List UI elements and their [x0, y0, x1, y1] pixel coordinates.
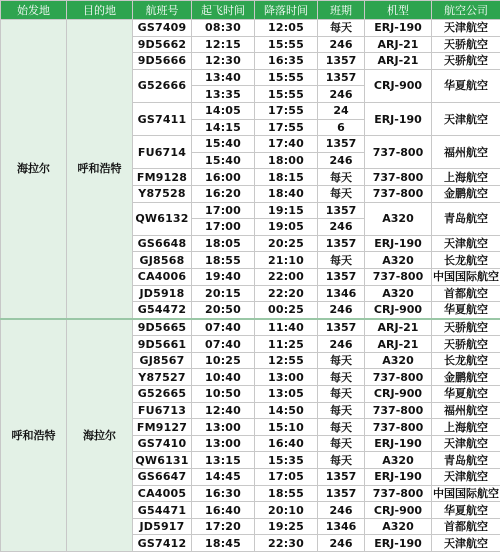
- flight-number-cell: Y87528: [133, 185, 192, 202]
- airline-cell: 上海航空: [432, 419, 500, 436]
- schedule-body: [1, 20, 500, 552]
- flight-number-cell: FM9128: [133, 169, 192, 186]
- header-airline: 航空公司: [432, 1, 500, 20]
- airline-cell: 天津航空: [432, 535, 500, 552]
- arrival-time-cell: 17:40: [255, 136, 318, 153]
- flight-number-cell: 9D5665: [133, 319, 192, 336]
- arrival-time-cell: 12:55: [255, 352, 318, 369]
- arrival-time-cell: 12:05: [255, 20, 318, 37]
- airline-cell: 上海航空: [432, 169, 500, 186]
- departure-time-cell: 10:40: [192, 369, 255, 386]
- flight-number-cell: GS7411: [133, 102, 192, 135]
- departure-time-cell: 16:00: [192, 169, 255, 186]
- frequency-cell: 246: [318, 86, 365, 103]
- frequency-cell: 每天: [318, 452, 365, 469]
- arrival-time-cell: 21:10: [255, 252, 318, 269]
- departure-time-cell: 07:40: [192, 336, 255, 353]
- frequency-cell: 1346: [318, 285, 365, 302]
- frequency-cell: 246: [318, 219, 365, 236]
- arrival-time-cell: 18:40: [255, 185, 318, 202]
- departure-time-cell: 13:00: [192, 435, 255, 452]
- departure-time-cell: 16:30: [192, 485, 255, 502]
- arrival-time-cell: 19:25: [255, 518, 318, 535]
- arrival-time-cell: 22:20: [255, 285, 318, 302]
- aircraft-cell: 737-800: [365, 169, 432, 186]
- departure-time-cell: 16:20: [192, 185, 255, 202]
- airline-cell: 青岛航空: [432, 202, 500, 235]
- aircraft-cell: ARJ-21: [365, 53, 432, 70]
- arrival-time-cell: 22:00: [255, 268, 318, 285]
- airline-cell: 天骄航空: [432, 336, 500, 353]
- header-destination: 目的地: [67, 1, 133, 20]
- airline-cell: 福州航空: [432, 402, 500, 419]
- arrival-time-cell: 14:50: [255, 402, 318, 419]
- departure-time-cell: 18:45: [192, 535, 255, 552]
- arrival-time-cell: 13:05: [255, 386, 318, 403]
- aircraft-cell: ERJ-190: [365, 435, 432, 452]
- origin-cell: 海拉尔: [1, 20, 67, 319]
- airline-cell: 长龙航空: [432, 252, 500, 269]
- arrival-time-cell: 15:35: [255, 452, 318, 469]
- aircraft-cell: A320: [365, 202, 432, 235]
- frequency-cell: 1346: [318, 518, 365, 535]
- airline-cell: 华夏航空: [432, 502, 500, 519]
- departure-time-cell: 17:00: [192, 219, 255, 236]
- flight-number-cell: GS6648: [133, 235, 192, 252]
- flight-number-cell: Y87527: [133, 369, 192, 386]
- departure-time-cell: 18:55: [192, 252, 255, 269]
- departure-time-cell: 14:45: [192, 469, 255, 486]
- arrival-time-cell: 15:10: [255, 419, 318, 436]
- airline-cell: 天津航空: [432, 469, 500, 486]
- arrival-time-cell: 19:15: [255, 202, 318, 219]
- airline-cell: 华夏航空: [432, 302, 500, 319]
- flight-number-cell: 9D5662: [133, 36, 192, 53]
- departure-time-cell: 20:15: [192, 285, 255, 302]
- frequency-cell: 246: [318, 302, 365, 319]
- frequency-cell: 每天: [318, 169, 365, 186]
- airline-cell: 天津航空: [432, 435, 500, 452]
- airline-cell: 福州航空: [432, 136, 500, 169]
- arrival-time-cell: 18:00: [255, 152, 318, 169]
- departure-time-cell: 14:05: [192, 102, 255, 119]
- header-row: [1, 1, 500, 20]
- arrival-time-cell: 17:05: [255, 469, 318, 486]
- aircraft-cell: 737-800: [365, 402, 432, 419]
- arrival-time-cell: 17:55: [255, 119, 318, 136]
- origin-cell: 呼和浩特: [1, 319, 67, 552]
- departure-time-cell: 13:40: [192, 69, 255, 86]
- flight-number-cell: QW6131: [133, 452, 192, 469]
- airline-cell: 天骄航空: [432, 53, 500, 70]
- flight-number-cell: GS7410: [133, 435, 192, 452]
- frequency-cell: 每天: [318, 20, 365, 37]
- aircraft-cell: 737-800: [365, 185, 432, 202]
- flight-number-cell: FU6713: [133, 402, 192, 419]
- arrival-time-cell: 16:35: [255, 53, 318, 70]
- airline-cell: 天津航空: [432, 235, 500, 252]
- departure-time-cell: 10:25: [192, 352, 255, 369]
- flight-number-cell: GS6647: [133, 469, 192, 486]
- frequency-cell: 每天: [318, 252, 365, 269]
- frequency-cell: 1357: [318, 69, 365, 86]
- frequency-cell: 6: [318, 119, 365, 136]
- airline-cell: 首都航空: [432, 518, 500, 535]
- aircraft-cell: ERJ-190: [365, 469, 432, 486]
- departure-time-cell: 17:20: [192, 518, 255, 535]
- arrival-time-cell: 11:40: [255, 319, 318, 336]
- aircraft-cell: ERJ-190: [365, 235, 432, 252]
- departure-time-cell: 10:50: [192, 386, 255, 403]
- header-origin: 始发地: [1, 1, 67, 20]
- flight-number-cell: GS7409: [133, 20, 192, 37]
- aircraft-cell: A320: [365, 252, 432, 269]
- frequency-cell: 1357: [318, 268, 365, 285]
- departure-time-cell: 16:40: [192, 502, 255, 519]
- departure-time-cell: 15:40: [192, 136, 255, 153]
- departure-time-cell: 18:05: [192, 235, 255, 252]
- flight-number-cell: CA4005: [133, 485, 192, 502]
- aircraft-cell: ERJ-190: [365, 102, 432, 135]
- arrival-time-cell: 00:25: [255, 302, 318, 319]
- departure-time-cell: 12:40: [192, 402, 255, 419]
- flight-number-cell: QW6132: [133, 202, 192, 235]
- airline-cell: 华夏航空: [432, 386, 500, 403]
- departure-time-cell: 15:40: [192, 152, 255, 169]
- departure-time-cell: 08:30: [192, 20, 255, 37]
- aircraft-cell: CRJ-900: [365, 502, 432, 519]
- frequency-cell: 246: [318, 502, 365, 519]
- flight-number-cell: G52665: [133, 386, 192, 403]
- arrival-time-cell: 22:30: [255, 535, 318, 552]
- frequency-cell: 每天: [318, 402, 365, 419]
- flight-number-cell: JD5917: [133, 518, 192, 535]
- aircraft-cell: A320: [365, 285, 432, 302]
- flight-number-cell: FU6714: [133, 136, 192, 169]
- arrival-time-cell: 11:25: [255, 336, 318, 353]
- departure-time-cell: 13:35: [192, 86, 255, 103]
- frequency-cell: 每天: [318, 369, 365, 386]
- arrival-time-cell: 18:15: [255, 169, 318, 186]
- flight-number-cell: G54471: [133, 502, 192, 519]
- flight-number-cell: GJ8568: [133, 252, 192, 269]
- aircraft-cell: 737-800: [365, 419, 432, 436]
- arrival-time-cell: 17:55: [255, 102, 318, 119]
- frequency-cell: 1357: [318, 319, 365, 336]
- destination-cell: 海拉尔: [67, 319, 133, 552]
- airline-cell: 天骄航空: [432, 36, 500, 53]
- airline-cell: 天津航空: [432, 102, 500, 135]
- departure-time-cell: 13:00: [192, 419, 255, 436]
- aircraft-cell: ERJ-190: [365, 20, 432, 37]
- flight-number-cell: 9D5666: [133, 53, 192, 70]
- departure-time-cell: 20:50: [192, 302, 255, 319]
- flight-number-cell: 9D5661: [133, 336, 192, 353]
- departure-time-cell: 17:00: [192, 202, 255, 219]
- frequency-cell: 1357: [318, 202, 365, 219]
- frequency-cell: 1357: [318, 469, 365, 486]
- frequency-cell: 246: [318, 535, 365, 552]
- flight-number-cell: GS7412: [133, 535, 192, 552]
- destination-cell: 呼和浩特: [67, 20, 133, 319]
- departure-time-cell: 13:15: [192, 452, 255, 469]
- airline-cell: 天骄航空: [432, 319, 500, 336]
- airline-cell: 金鹏航空: [432, 369, 500, 386]
- aircraft-cell: CRJ-900: [365, 69, 432, 102]
- header-departure-time: 起飞时间: [192, 1, 255, 20]
- aircraft-cell: 737-800: [365, 136, 432, 169]
- airline-cell: 中国国际航空: [432, 268, 500, 285]
- aircraft-cell: ARJ-21: [365, 319, 432, 336]
- aircraft-cell: ARJ-21: [365, 336, 432, 353]
- aircraft-cell: ARJ-21: [365, 36, 432, 53]
- arrival-time-cell: 19:05: [255, 219, 318, 236]
- flight-number-cell: JD5918: [133, 285, 192, 302]
- frequency-cell: 24: [318, 102, 365, 119]
- arrival-time-cell: 20:10: [255, 502, 318, 519]
- frequency-cell: 1357: [318, 136, 365, 153]
- airline-cell: 金鹏航空: [432, 185, 500, 202]
- aircraft-cell: 737-800: [365, 485, 432, 502]
- departure-time-cell: 12:30: [192, 53, 255, 70]
- flight-number-cell: CA4006: [133, 268, 192, 285]
- airline-cell: 青岛航空: [432, 452, 500, 469]
- departure-time-cell: 14:15: [192, 119, 255, 136]
- frequency-cell: 每天: [318, 419, 365, 436]
- aircraft-cell: A320: [365, 452, 432, 469]
- frequency-cell: 246: [318, 36, 365, 53]
- frequency-cell: 246: [318, 152, 365, 169]
- frequency-cell: 每天: [318, 185, 365, 202]
- frequency-cell: 246: [318, 336, 365, 353]
- frequency-cell: 1357: [318, 235, 365, 252]
- frequency-cell: 每天: [318, 386, 365, 403]
- flight-number-cell: G52666: [133, 69, 192, 102]
- header-arrival-time: 降落时间: [255, 1, 318, 20]
- arrival-time-cell: 18:55: [255, 485, 318, 502]
- aircraft-cell: CRJ-900: [365, 386, 432, 403]
- arrival-time-cell: 13:00: [255, 369, 318, 386]
- aircraft-cell: A320: [365, 518, 432, 535]
- flight-number-cell: G54472: [133, 302, 192, 319]
- header-frequency: 班期: [318, 1, 365, 20]
- header-flight-number: 航班号: [133, 1, 192, 20]
- departure-time-cell: 12:15: [192, 36, 255, 53]
- airline-cell: 长龙航空: [432, 352, 500, 369]
- frequency-cell: 1357: [318, 53, 365, 70]
- arrival-time-cell: 15:55: [255, 36, 318, 53]
- departure-time-cell: 07:40: [192, 319, 255, 336]
- table-row: [1, 20, 500, 37]
- airline-cell: 首都航空: [432, 285, 500, 302]
- airline-cell: 华夏航空: [432, 69, 500, 102]
- arrival-time-cell: 20:25: [255, 235, 318, 252]
- flight-number-cell: GJ8567: [133, 352, 192, 369]
- departure-time-cell: 19:40: [192, 268, 255, 285]
- header-aircraft: 机型: [365, 1, 432, 20]
- frequency-cell: 1357: [318, 485, 365, 502]
- flight-number-cell: FM9127: [133, 419, 192, 436]
- airline-cell: 中国国际航空: [432, 485, 500, 502]
- aircraft-cell: 737-800: [365, 369, 432, 386]
- frequency-cell: 每天: [318, 435, 365, 452]
- arrival-time-cell: 15:55: [255, 86, 318, 103]
- aircraft-cell: CRJ-900: [365, 302, 432, 319]
- airline-cell: 天津航空: [432, 20, 500, 37]
- aircraft-cell: 737-800: [365, 268, 432, 285]
- aircraft-cell: A320: [365, 352, 432, 369]
- frequency-cell: 每天: [318, 352, 365, 369]
- aircraft-cell: ERJ-190: [365, 535, 432, 552]
- arrival-time-cell: 15:55: [255, 69, 318, 86]
- arrival-time-cell: 16:40: [255, 435, 318, 452]
- table-row: [1, 319, 500, 336]
